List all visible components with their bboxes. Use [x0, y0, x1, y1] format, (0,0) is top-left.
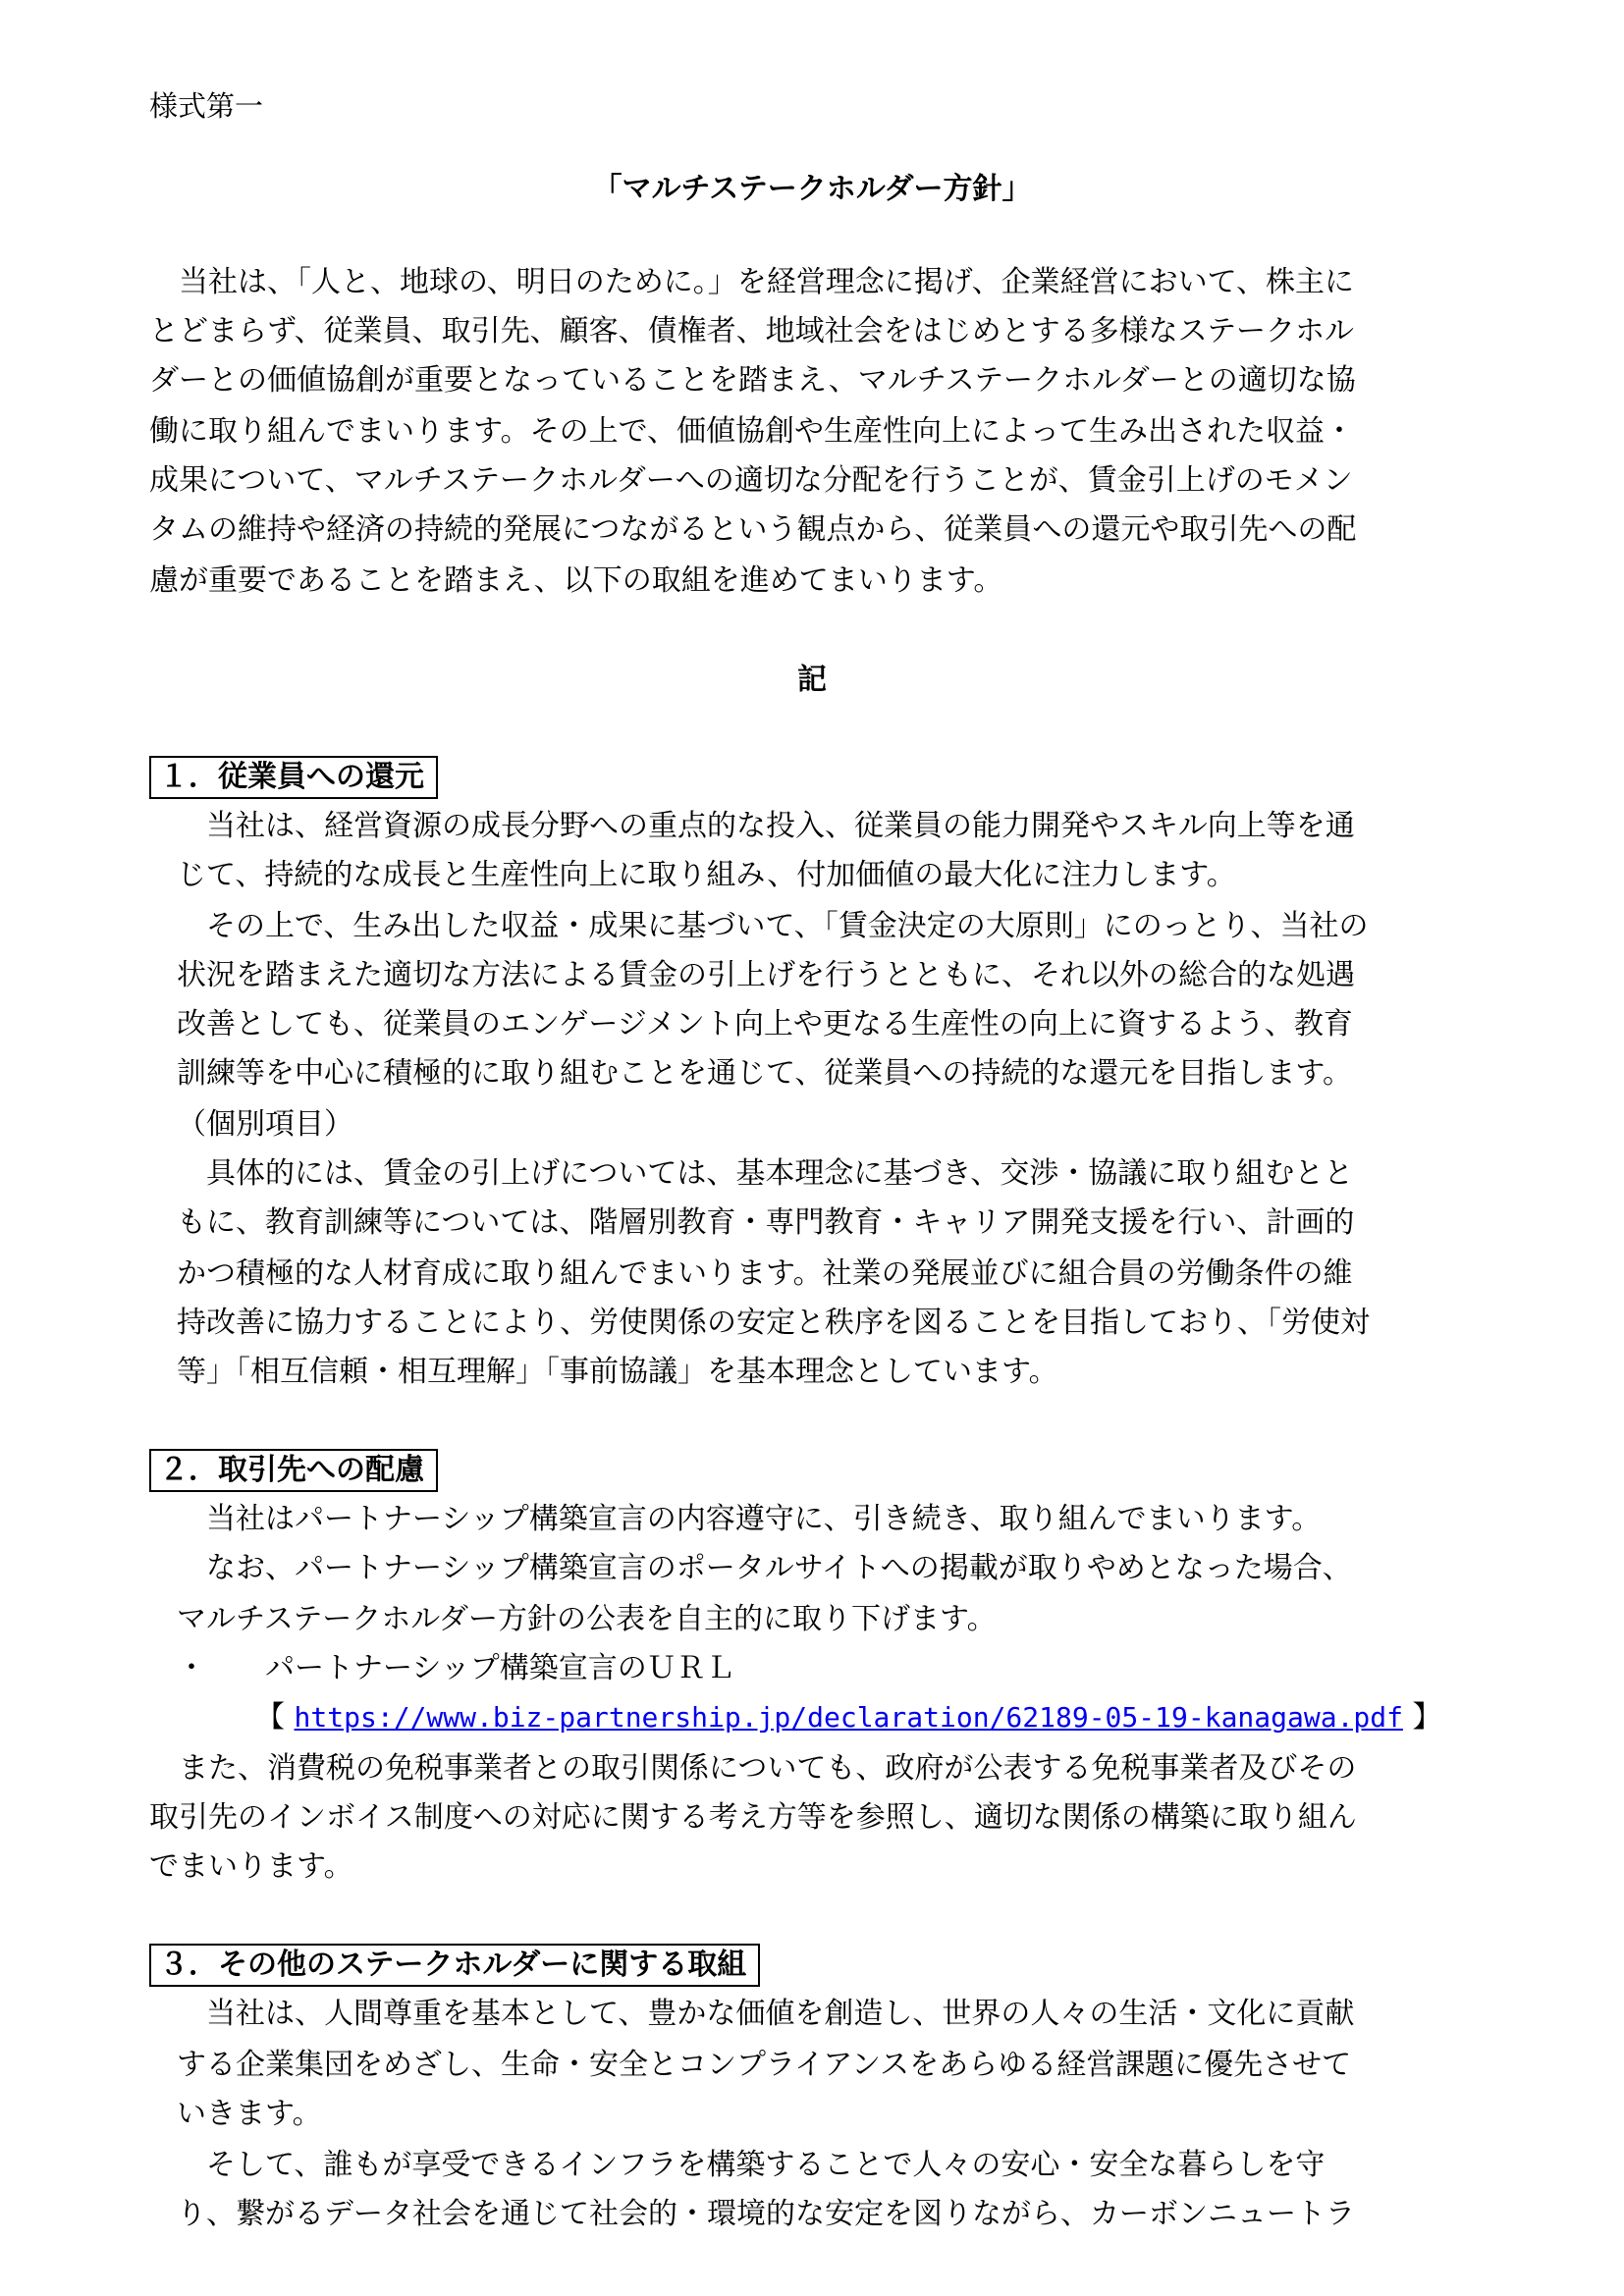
section3-line: 当社は、人間尊重を基本として、豊かな価値を創造し、世界の人々の生活・文化に貢献	[177, 1997, 1355, 2031]
section2-line: なお、パートナーシップ構築宣言のポータルサイトへの掲載が取りやめとなった場合、	[177, 1551, 1352, 1585]
section1-line: 改善としても、従業員のエンゲージメント向上や更なる生産性の向上に資するよう、教育	[177, 1007, 1353, 1041]
intro-line: 成果について、マルチステークホルダーへの適切な分配を行うことが、賃金引上げのモメン	[149, 463, 1353, 498]
section3-line: そして、誰もが享受できるインフラを構築することで人々の安心・安全な暮らしを守	[177, 2148, 1326, 2182]
intro-line: 当社は、「人と、地球の、明日のために。」を経営理念に掲げ、企業経営において、株主に	[149, 265, 1354, 299]
url-open-bracket: 【	[255, 1700, 285, 1735]
intro-line: 働に取り組んでまいります。その上で、価値協創や生産性向上によって生み出された収益・	[149, 414, 1354, 449]
section1-line: 具体的には、賃金の引上げについては、基本理念に基づき、交渉・協議に取り組むとと	[177, 1156, 1354, 1191]
section2-line: 当社はパートナーシップ構築宣言の内容遵守に、引き続き、取り組んでまいります。	[177, 1502, 1322, 1536]
section3-line: する企業集団をめざし、生命・安全とコンプライアンスをあらゆる経営課題に優先させて	[177, 2048, 1352, 2082]
section3-heading: ３．その他のステークホルダーに関する取組	[149, 1944, 760, 1987]
intro-line: 慮が重要であることを踏まえ、以下の取組を進めてまいります。	[149, 563, 1003, 598]
section1-line: かつ積極的な人材育成に取り組んでまいります。社業の発展並びに組合員の労働条件の維	[177, 1256, 1353, 1291]
section1-line: その上で、生み出した収益・成果に基づいて、「賃金決定の大原則」にのっとり、当社の	[177, 909, 1369, 943]
url-close-bracket: 】	[1412, 1700, 1442, 1735]
section2-line: マルチステークホルダー方針の公表を自主的に取り下げます。	[177, 1602, 997, 1636]
section2-line: ・ パートナーシップ構築宣言のＵＲＬ	[177, 1651, 735, 1685]
form-label: 様式第一	[149, 89, 264, 123]
intro-line: タムの維持や経済の持続的発展につながるという観点から、従業員への還元や取引先への配	[149, 512, 1357, 547]
partnership-url-link[interactable]: https://www.biz-partnership.jp/declaration/62189-05-19-kanagawa.pdf	[294, 1701, 1403, 1734]
url-line	[255, 1696, 1442, 1739]
section1-line: 持改善に協力することにより、労使関係の安定と秩序を図ることを目指しており、「労使対	[177, 1306, 1370, 1340]
section1-line: 状況を踏まえた適切な方法による賃金の引上げを行うとともに、それ以外の総合的な処遇	[177, 958, 1355, 992]
intro-line: ダーとの価値協創が重要となっていることを踏まえ、マルチステークホルダーとの適切な協	[149, 363, 1356, 398]
section3-line: いきます。	[177, 2097, 322, 2131]
section1-line: 等」「相互信頼・相互理解」「事前協議」を基本理念としています。	[177, 1355, 1058, 1389]
section2-heading: ２．取引先への配慮	[149, 1449, 438, 1492]
section1-line: （個別項目）	[177, 1107, 353, 1142]
document-title: 「マルチステークホルダー方針」	[592, 172, 1032, 206]
section1-heading: １．従業員への還元	[149, 756, 438, 799]
section1-line: じて、持続的な成長と生産性向上に取り組み、付加価値の最大化に注力します。	[177, 858, 1236, 892]
section3-line: り、繋がるデータ社会を通じて社会的・環境的な安定を図りながら、カーボンニュートラ	[177, 2197, 1355, 2231]
section2-after-line: また、消費税の免税事業者との取引関係についても、政府が公表する免税事業者及びその	[149, 1751, 1357, 1786]
section2-after-line: でまいります。	[149, 1849, 353, 1884]
section2-after-line: 取引先のインボイス制度への対応に関する考え方等を参照し、適切な関係の構築に取り組ん	[149, 1800, 1357, 1835]
section1-line: もに、教育訓練等については、階層別教育・専門教育・キャリア開発支援を行い、計画的	[177, 1205, 1355, 1240]
ki-heading: 記	[797, 663, 827, 697]
intro-line: とどまらず、従業員、取引先、顧客、債権者、地域社会をはじめとする多様なステークホル	[149, 314, 1354, 348]
section1-line: 訓練等を中心に積極的に取り組むことを通じて、従業員への持続的な還元を目指します。	[177, 1056, 1352, 1091]
section1-line: 当社は、経営資源の成長分野への重点的な投入、従業員の能力開発やスキル向上等を通	[177, 809, 1355, 843]
